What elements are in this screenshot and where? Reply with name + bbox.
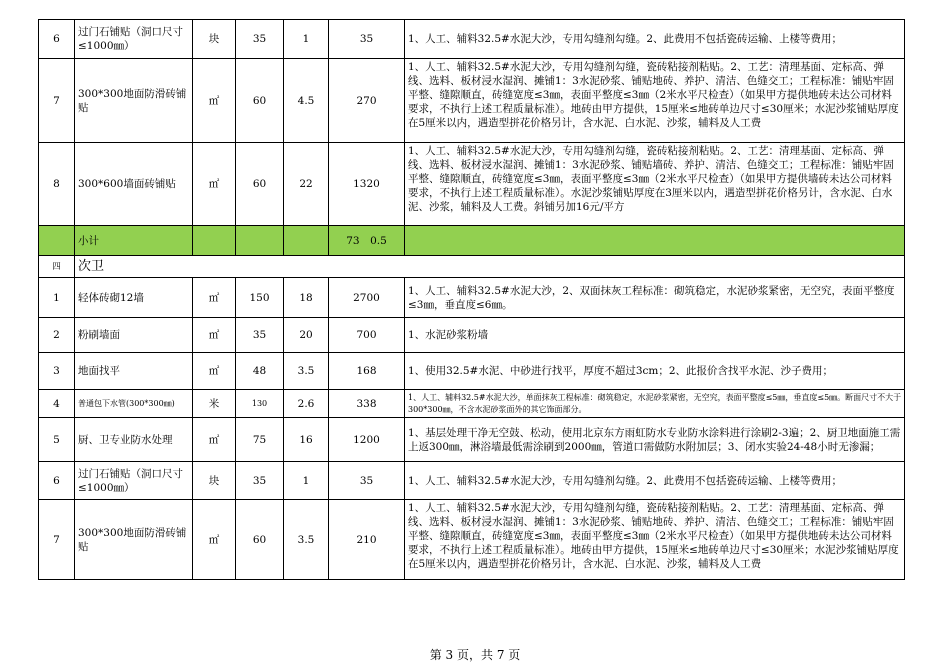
unit-price: 60 bbox=[236, 59, 284, 143]
description: 1、人工、辅料32.5#水泥大沙，专用勾缝剂勾缝，瓷砖粘接剂粘贴。2、工艺：清理基面、定标高、弹线、选料、板材浸水湿润、摊铺1：3水泥砂浆、铺贴墙砖、养护、清洁、色缝交工；工程标准：铺贴牢固平整、缝隙顺直，砖缝宽度≤3㎜，表面平整度≤3㎜（2米水平尺检查）（如果甲方提供墙砖未达公司材料要求，不执行上述工程质量标准）。水泥沙浆铺贴厚度在3厘米以内，遇造型拼花价格另计，含水泥、白水泥、沙浆，辅料及人工费。斜铺另加16元/平方 bbox=[405, 143, 905, 226]
quantity: 1 bbox=[284, 20, 329, 59]
item-name: 普通包下水管(300*300㎜) bbox=[75, 390, 193, 418]
quantity: 2.6 bbox=[284, 390, 329, 418]
item-name: 厨、卫专业防水处理 bbox=[75, 418, 193, 462]
table-row bbox=[39, 418, 905, 462]
unit: ㎡ bbox=[193, 59, 236, 143]
item-name: 地面找平 bbox=[75, 353, 193, 390]
unit: ㎡ bbox=[193, 278, 236, 318]
unit: ㎡ bbox=[193, 143, 236, 226]
table-row bbox=[39, 462, 905, 500]
total: 35 bbox=[329, 462, 405, 500]
unit-price: 75 bbox=[236, 418, 284, 462]
description: 1、人工、辅料32.5#水泥大沙，专用勾缝剂勾缝，瓷砖粘接剂粘贴。2、工艺：清理基面、定标高、弹线、选料、板材浸水湿润、摊铺1：3水泥砂浆、铺贴地砖、养护、清洁、色缝交工；工程标准：铺贴牢固平整、缝隙顺直，砖缝宽度≤3㎜，表面平整度≤3㎜（2米水平尺检查）（如果甲方提供地砖未达公司材料要求，不执行上述工程质量标准）。地砖由甲方提供，15厘米≤地砖单边尺寸≤30厘米；水泥沙浆铺贴厚度在5厘米以内，遇造型拼花价格另计，含水泥、白水泥、沙浆，辅料及人工费 bbox=[405, 59, 905, 143]
section-header bbox=[39, 256, 905, 278]
unit-price: 60 bbox=[236, 143, 284, 226]
row-number: 4 bbox=[39, 390, 75, 418]
item-name: 过门石铺贴（洞口尺寸≤1000㎜） bbox=[75, 20, 193, 59]
row-number: 7 bbox=[39, 500, 75, 580]
unit: 块 bbox=[193, 20, 236, 59]
description: 1、水泥砂浆粉墙 bbox=[405, 318, 905, 353]
page-footer: 第 3 页，共 7 页 bbox=[429, 648, 521, 662]
description: 1、人工、辅料32.5#水泥大沙，2、双面抹灰工程标准：砌筑稳定，水泥砂浆紧密，无空究，表面平整度≤3㎜，垂直度≤6㎜。 bbox=[405, 278, 905, 318]
unit: ㎡ bbox=[193, 353, 236, 390]
table-row bbox=[39, 318, 905, 353]
total: 1200 bbox=[329, 418, 405, 462]
table-row bbox=[39, 278, 905, 318]
section-title: 次卫 bbox=[75, 256, 905, 278]
row-number: 5 bbox=[39, 418, 75, 462]
item-name: 过门石铺贴（洞口尺寸≤1000㎜） bbox=[75, 462, 193, 500]
total: 270 bbox=[329, 59, 405, 143]
quantity: 18 bbox=[284, 278, 329, 318]
unit: ㎡ bbox=[193, 500, 236, 580]
quantity: 22 bbox=[284, 143, 329, 226]
unit: ㎡ bbox=[193, 318, 236, 353]
item-name: 轻体砖砌12墙 bbox=[75, 278, 193, 318]
description: 1、人工、辅料32.5#水泥大沙，单面抹灰工程标准：砌筑稳定，水泥砂浆紧密，无空究，表面平整度≤5㎜，垂直度≤5㎜。断面尺寸不大于300*300㎜，不含水泥砂浆面外的其它饰面部分。 bbox=[405, 390, 905, 418]
unit-price: 48 bbox=[236, 353, 284, 390]
table-row bbox=[39, 500, 905, 580]
quantity: 20 bbox=[284, 318, 329, 353]
quantity: 3.5 bbox=[284, 500, 329, 580]
subtotal-label: 小计 bbox=[75, 226, 193, 256]
unit-price: 35 bbox=[236, 318, 284, 353]
total: 168 bbox=[329, 353, 405, 390]
quantity: 1 bbox=[284, 462, 329, 500]
table-row bbox=[39, 353, 905, 390]
description: 1、人工、辅料32.5#水泥大沙，专用勾缝剂勾缝，瓷砖粘接剂粘贴。2、工艺：清理基面、定标高、弹线、选料、板材浸水湿润、摊铺1：3水泥砂浆、铺贴地砖、养护、清洁、色缝交工；工程标准：铺贴牢固平整、缝隙顺直，砖缝宽度≤3㎜，表面平整度≤3㎜（2米水平尺检查）（如果甲方提供地砖未达公司材料要求，不执行上述工程质量标准）。地砖由甲方提供，15厘米≤地砖单边尺寸≤30厘米；水泥沙浆铺贴厚度在5厘米以内，遇造型拼花价格另计，含水泥、白水泥、沙浆，辅料及人工费 bbox=[405, 500, 905, 580]
total: 1320 bbox=[329, 143, 405, 226]
row-number: 2 bbox=[39, 318, 75, 353]
table-row bbox=[39, 390, 905, 418]
total: 2700 bbox=[329, 278, 405, 318]
unit-price: 60 bbox=[236, 500, 284, 580]
section-index: 四 bbox=[39, 256, 75, 278]
unit: ㎡ bbox=[193, 418, 236, 462]
row-number: 3 bbox=[39, 353, 75, 390]
total: 210 bbox=[329, 500, 405, 580]
item-name: 粉刷墙面 bbox=[75, 318, 193, 353]
description: 1、人工、辅料32.5#水泥大沙，专用勾缝剂勾缝。2、此费用不包括瓷砖运输、上楼等费用； bbox=[405, 20, 905, 59]
row-number: 1 bbox=[39, 278, 75, 318]
quantity: 16 bbox=[284, 418, 329, 462]
row-number: 6 bbox=[39, 20, 75, 59]
quotation-table bbox=[38, 19, 905, 580]
row-number: 6 bbox=[39, 462, 75, 500]
item-name: 300*600墙面砖铺贴 bbox=[75, 143, 193, 226]
unit-price: 130 bbox=[236, 390, 284, 418]
unit: 米 bbox=[193, 390, 236, 418]
table-row bbox=[39, 143, 905, 226]
description: 1、使用32.5#水泥、中砂进行找平，厚度不超过3cm；2、此报价含找平水泥、沙子费用； bbox=[405, 353, 905, 390]
quantity: 3.5 bbox=[284, 353, 329, 390]
unit-price: 35 bbox=[236, 462, 284, 500]
item-name: 300*300地面防滑砖铺贴 bbox=[75, 500, 193, 580]
total: 35 bbox=[329, 20, 405, 59]
subtotal-value: 73 0.5 bbox=[329, 226, 405, 256]
unit: 块 bbox=[193, 462, 236, 500]
total: 700 bbox=[329, 318, 405, 353]
table-row bbox=[39, 59, 905, 143]
row-number: 7 bbox=[39, 59, 75, 143]
total: 338 bbox=[329, 390, 405, 418]
quantity: 4.5 bbox=[284, 59, 329, 143]
description: 1、基层处理干净无空鼓、松动，使用北京东方雨虹防水专业防水涂料进行涂刷2-3遍；2、厨卫地面施工需上返300㎜，淋浴墙最低需涂刷到2000㎜，管道口需做防水附加层；3、闭水实验24-48小时无渗漏； bbox=[405, 418, 905, 462]
item-name: 300*300地面防滑砖铺贴 bbox=[75, 59, 193, 143]
row-number: 8 bbox=[39, 143, 75, 226]
unit-price: 35 bbox=[236, 20, 284, 59]
unit-price: 150 bbox=[236, 278, 284, 318]
table-row bbox=[39, 20, 905, 59]
subtotal-row bbox=[39, 226, 905, 256]
description: 1、人工、辅料32.5#水泥大沙，专用勾缝剂勾缝。2、此费用不包括瓷砖运输、上楼等费用； bbox=[405, 462, 905, 500]
